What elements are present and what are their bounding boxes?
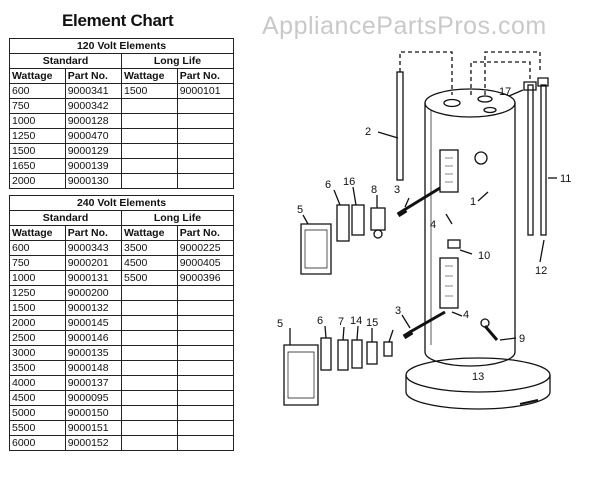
col-wattage: Wattage [121,69,177,84]
cell-longlife-wattage: 3500 [121,241,177,256]
cell-standard-part-no: 9000470 [65,129,121,144]
upper-cover-5 [301,224,331,274]
cell-standard-part-no: 9000148 [65,361,121,376]
callout-5-upper: 5 [297,204,304,216]
group-long-life: Long Life [121,54,233,69]
cell-standard-part-no: 9000150 [65,406,121,421]
callout-4-upper: 4 [430,219,437,231]
cell-standard-wattage: 750 [10,256,66,271]
cell-standard-part-no: 9000131 [65,271,121,286]
callout-9: 9 [519,333,526,345]
cell-standard-part-no: 9000139 [65,159,121,174]
callout-1: 1 [470,196,477,208]
callout-17: 17 [499,86,512,98]
cell-standard-wattage: 2500 [10,331,66,346]
callout-8: 8 [371,184,378,196]
cell-standard-part-no: 9000341 [65,84,121,99]
cell-standard-wattage: 1650 [10,159,66,174]
upper-heating-element [404,188,440,210]
cell-standard-part-no: 9000151 [65,421,121,436]
cell-standard-part-no: 9000130 [65,174,121,189]
group-standard: Standard [10,211,122,226]
thermostat-14 [352,340,362,368]
cell-standard-part-no: 9000342 [65,99,121,114]
cell-standard-wattage: 1250 [10,129,66,144]
cell-standard-part-no: 9000201 [65,256,121,271]
cell-longlife-part-no: 9000405 [177,256,233,271]
cell-standard-wattage: 2000 [10,174,66,189]
col-wattage: Wattage [10,69,66,84]
cell-standard-part-no: 9000145 [65,316,121,331]
cell-standard-wattage: 1250 [10,286,66,301]
section-heading-120: 120 Volt Elements [10,39,234,54]
insulation-6 [337,205,349,241]
cell-standard-wattage: 1500 [10,301,66,316]
cell-longlife-part-no: 9000225 [177,241,233,256]
callout-6-upper: 6 [325,179,332,191]
cell-standard-part-no: 9000146 [65,331,121,346]
insulation-6-lower [321,338,331,370]
cell-longlife-wattage: 5500 [121,271,177,286]
callout-6-lower: 6 [317,315,324,327]
cell-standard-part-no: 9000200 [65,286,121,301]
cell-standard-part-no: 9000095 [65,391,121,406]
cell-standard-wattage: 3000 [10,346,66,361]
cell-standard-part-no: 9000343 [65,241,121,256]
callout-13: 13 [472,371,485,383]
cell-longlife-part-no: 9000396 [177,271,233,286]
callout-11: 11 [560,173,572,185]
cell-standard-part-no: 9000152 [65,436,121,451]
callout-15: 15 [366,317,379,329]
element-chart-title: Element Chart [62,11,174,30]
thermostat-16 [352,205,364,235]
pipe-11 [528,85,533,235]
cell-standard-wattage: 4000 [10,376,66,391]
bracket-8 [371,208,385,230]
drain-valve-9 [485,326,497,340]
upper-thermostat-plate [440,150,458,192]
cell-standard-wattage: 600 [10,241,66,256]
cell-longlife-wattage: 1500 [121,84,177,99]
col-part-no: Part No. [65,226,121,241]
dashed-pipe-left [400,52,452,95]
thermostat-7 [338,340,348,370]
pipe-12 [541,85,546,235]
label-plate [448,240,460,248]
cell-standard-part-no: 9000128 [65,114,121,129]
group-standard: Standard [10,54,122,69]
callout-16: 16 [343,176,356,188]
callout-3-upper: 3 [394,184,401,196]
bracket-8-lower [384,342,392,356]
cell-standard-part-no: 9000129 [65,144,121,159]
cell-standard-wattage: 5000 [10,406,66,421]
callout-7: 7 [338,316,345,328]
callout-5-lower: 5 [277,318,284,330]
lower-heating-element [410,312,445,332]
col-wattage: Wattage [10,226,66,241]
cell-standard-part-no: 9000132 [65,301,121,316]
bracket-15 [367,342,377,364]
cell-standard-wattage: 4500 [10,391,66,406]
lower-thermostat-plate [440,258,458,308]
col-wattage: Wattage [121,226,177,241]
cell-standard-wattage: 1000 [10,271,66,286]
callout-4-lower: 4 [463,309,470,321]
col-part-no: Part No. [177,69,233,84]
lower-cover-5 [284,345,318,405]
cell-standard-wattage: 3500 [10,361,66,376]
cell-standard-wattage: 1500 [10,144,66,159]
cell-standard-wattage: 600 [10,84,66,99]
tank-body [425,89,515,366]
cell-standard-wattage: 2000 [10,316,66,331]
watermark: AppliancePartsPros.com [262,12,547,40]
callout-2: 2 [365,126,372,138]
callout-12: 12 [535,265,548,277]
col-part-no: Part No. [177,226,233,241]
callout-3-lower: 3 [395,305,402,317]
cell-standard-wattage: 6000 [10,436,66,451]
cell-standard-part-no: 9000135 [65,346,121,361]
cell-standard-wattage: 5500 [10,421,66,436]
cell-standard-part-no: 9000137 [65,376,121,391]
section-heading-240: 240 Volt Elements [10,196,234,211]
col-part-no: Part No. [65,69,121,84]
cell-longlife-wattage: 4500 [121,256,177,271]
callout-10: 10 [478,250,491,262]
cell-standard-wattage: 750 [10,99,66,114]
relief-valve-port [475,152,487,164]
callout-14: 14 [350,315,363,327]
cell-standard-wattage: 1000 [10,114,66,129]
cell-longlife-part-no: 9000101 [177,84,233,99]
dip-tube-2 [397,72,403,180]
group-long-life: Long Life [121,211,233,226]
dashed-pipe-right [485,52,540,95]
